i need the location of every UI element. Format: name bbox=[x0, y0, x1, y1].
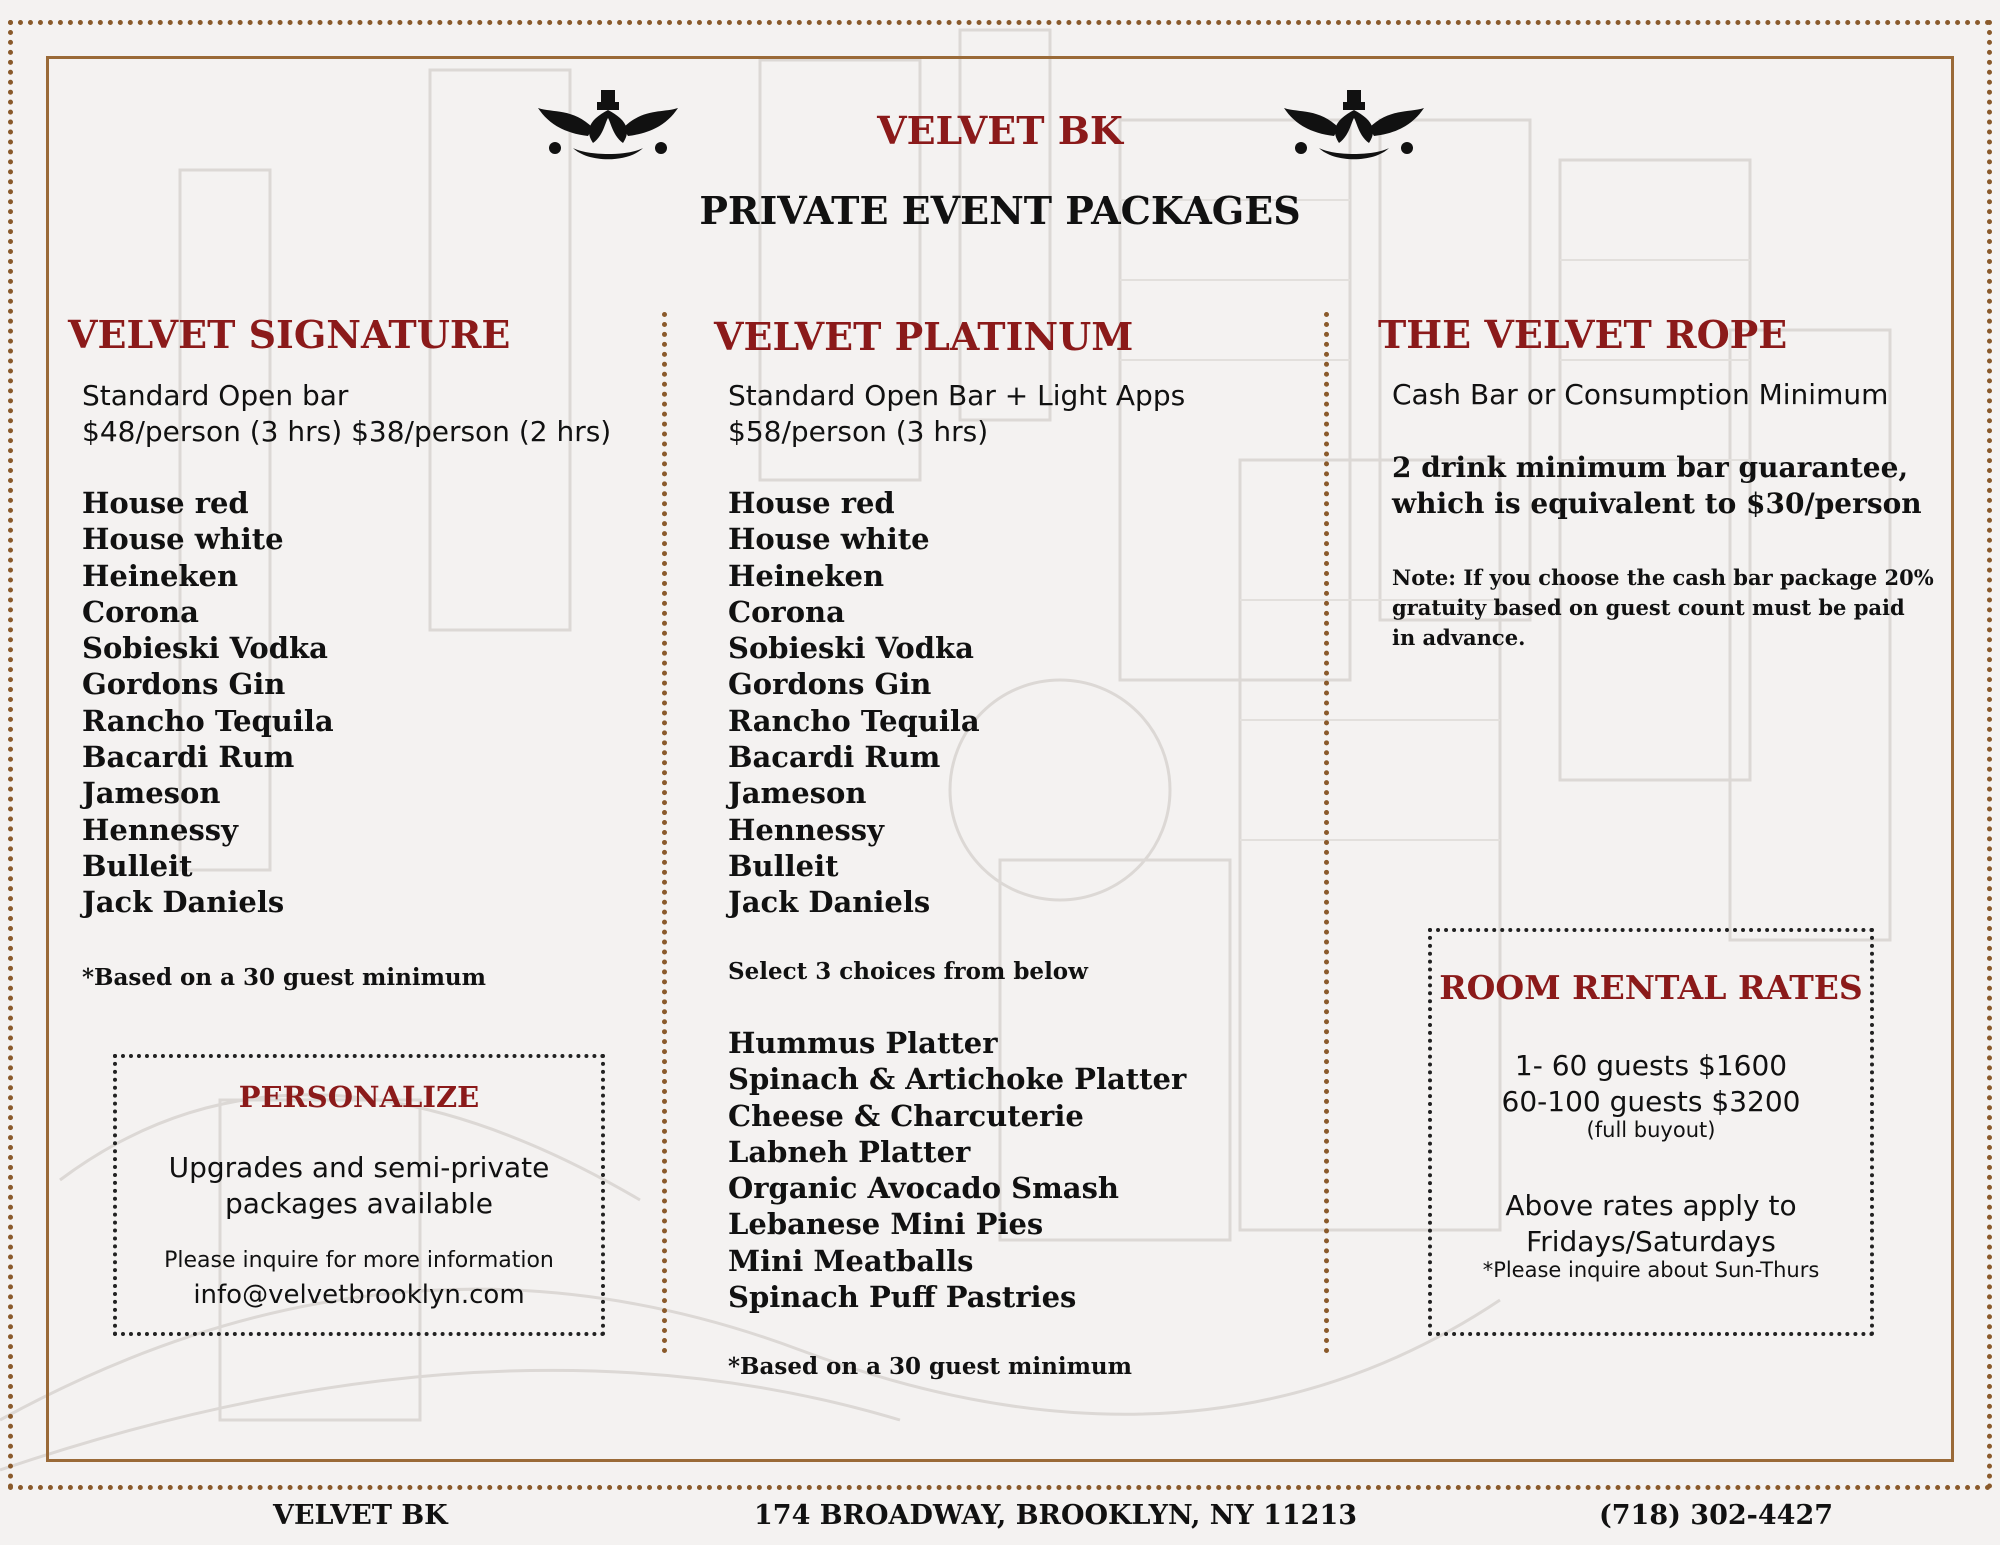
list-item: Jameson bbox=[82, 776, 221, 811]
list-item: Bulleit bbox=[728, 848, 839, 883]
list-item: Bacardi Rum bbox=[728, 740, 941, 775]
page-title: PRIVATE EVENT PACKAGES bbox=[699, 188, 1301, 233]
rope-title: THE VELVET ROPE bbox=[1378, 312, 1788, 357]
list-item: Jack Daniels bbox=[728, 885, 931, 920]
footer-name: VELVET BK bbox=[273, 1500, 448, 1531]
list-item: Spinach & Artichoke Platter bbox=[728, 1062, 1187, 1097]
list-item: Bulleit bbox=[82, 848, 193, 883]
list-item: Corona bbox=[728, 594, 845, 629]
list-item: Sobieski Vodka bbox=[82, 631, 328, 666]
column-divider bbox=[1324, 312, 1329, 1354]
platinum-drink-list bbox=[728, 485, 980, 921]
rental-apply-line: Fridays/Saturdays bbox=[1526, 1225, 1776, 1258]
room-rental-title: ROOM RENTAL RATES bbox=[1439, 968, 1863, 1007]
signature-description bbox=[82, 378, 611, 450]
personalize-line: Upgrades and semi-private bbox=[168, 1151, 550, 1184]
list-item: Sobieski Vodka bbox=[728, 631, 974, 666]
signature-title: VELVET SIGNATURE bbox=[68, 312, 511, 357]
list-item: Heineken bbox=[728, 558, 885, 593]
rental-inquire-note: *Please inquire about Sun-Thurs bbox=[1482, 1258, 1820, 1282]
list-item: Labneh Platter bbox=[728, 1134, 971, 1169]
rope-note-line: Note: If you choose the cash bar package 20% bbox=[1392, 565, 1934, 590]
room-rental-rates bbox=[1432, 1048, 1870, 1120]
rental-rate: 60-100 guests $3200 bbox=[1501, 1085, 1801, 1118]
list-item: Hennessy bbox=[728, 812, 884, 847]
signature-drink-list bbox=[82, 485, 334, 921]
list-item: Bacardi Rum bbox=[82, 740, 295, 775]
signature-price: $48/person (3 hrs) $38/person (2 hrs) bbox=[82, 415, 612, 448]
list-item: Mini Meatballs bbox=[728, 1243, 974, 1278]
list-item: Jack Daniels bbox=[82, 885, 285, 920]
list-item: Rancho Tequila bbox=[82, 703, 334, 738]
personalize-title: PERSONALIZE bbox=[238, 1080, 480, 1114]
list-item: House red bbox=[728, 486, 895, 520]
list-item: Cheese & Charcuterie bbox=[728, 1098, 1084, 1133]
rental-rate: 1- 60 guests $1600 bbox=[1514, 1049, 1788, 1082]
rental-apply-line: Above rates apply to bbox=[1505, 1189, 1797, 1222]
column-divider bbox=[662, 312, 667, 1354]
list-item: House white bbox=[82, 522, 284, 557]
platinum-price: $58/person (3 hrs) bbox=[728, 415, 989, 448]
list-item: Gordons Gin bbox=[82, 667, 286, 702]
list-item: Lebanese Mini Pies bbox=[728, 1207, 1044, 1242]
personalize-inquire: Please inquire for more information bbox=[164, 1248, 554, 1273]
contact-email-link[interactable]: info@velvetbrooklyn.com bbox=[193, 1280, 525, 1310]
rope-guarantee bbox=[1392, 450, 1922, 522]
rental-apply-text bbox=[1432, 1188, 1870, 1260]
platinum-select-note: Select 3 choices from below bbox=[728, 958, 1088, 985]
list-item: House red bbox=[82, 486, 249, 520]
platinum-desc-line: Standard Open Bar + Light Apps bbox=[728, 379, 1186, 412]
list-item: Jameson bbox=[728, 776, 867, 811]
list-item: House white bbox=[728, 522, 930, 557]
rope-description: Cash Bar or Consumption Minimum bbox=[1392, 378, 1889, 411]
rope-guarantee-line: which is equivalent to $30/person bbox=[1392, 487, 1922, 520]
platinum-description bbox=[728, 378, 1185, 450]
list-item: Organic Avocado Smash bbox=[728, 1171, 1119, 1206]
list-item: Hummus Platter bbox=[728, 1026, 998, 1060]
list-item: Spinach Puff Pastries bbox=[728, 1280, 1077, 1315]
platinum-title: VELVET PLATINUM bbox=[714, 314, 1134, 359]
footer-address: 174 BROADWAY, BROOKLYN, NY 11213 bbox=[754, 1500, 1358, 1531]
rope-guarantee-line: 2 drink minimum bar guarantee, bbox=[1392, 451, 1909, 484]
platinum-minimum-note: *Based on a 30 guest minimum bbox=[728, 1353, 1132, 1380]
list-item: Corona bbox=[82, 594, 199, 629]
personalize-line: packages available bbox=[224, 1187, 494, 1220]
rope-note-line: gratuity based on guest count must be paid bbox=[1392, 595, 1905, 620]
footer-phone[interactable]: (718) 302-4427 bbox=[1599, 1500, 1834, 1531]
rope-cash-bar-note bbox=[1392, 563, 1934, 653]
rental-buyout-note: (full buyout) bbox=[1586, 1118, 1716, 1142]
personalize-text bbox=[117, 1150, 601, 1222]
rope-note-line: in advance. bbox=[1392, 625, 1526, 650]
brand-title: VELVET BK bbox=[877, 108, 1123, 153]
list-item: Heineken bbox=[82, 558, 239, 593]
platinum-apps-list bbox=[728, 1025, 1186, 1315]
signature-minimum-note: *Based on a 30 guest minimum bbox=[82, 964, 486, 991]
list-item: Gordons Gin bbox=[728, 667, 932, 702]
list-item: Hennessy bbox=[82, 812, 238, 847]
list-item: Rancho Tequila bbox=[728, 703, 980, 738]
personalize-box bbox=[113, 1054, 605, 1336]
room-rental-box bbox=[1428, 928, 1874, 1336]
signature-desc-line: Standard Open bar bbox=[82, 379, 349, 412]
